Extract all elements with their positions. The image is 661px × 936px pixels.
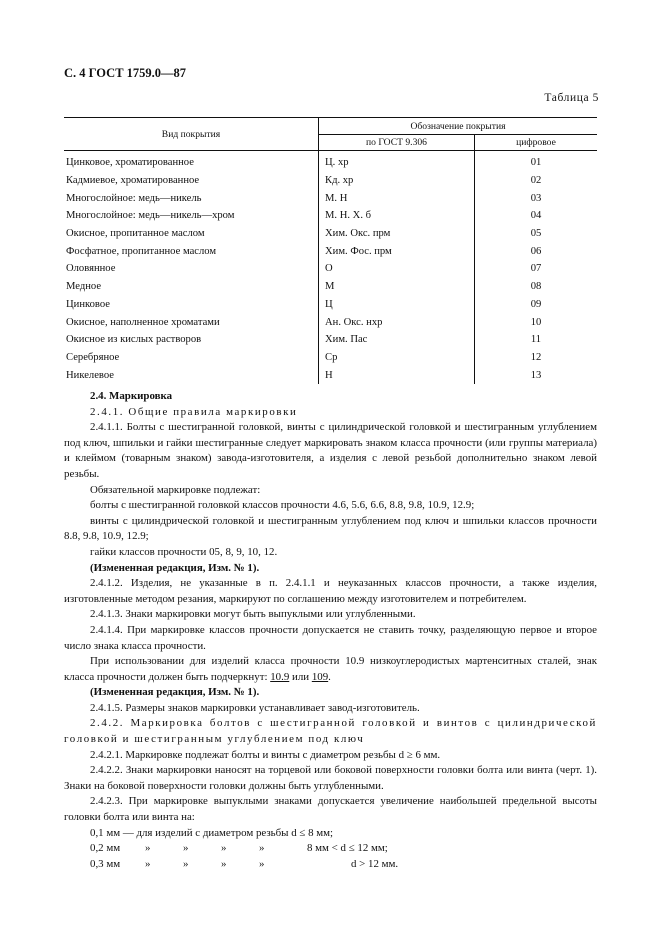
gost-designation: Кд. хр — [319, 172, 475, 190]
col-header-designation: Обозначение покрытия — [319, 118, 598, 135]
ditto-mark: » — [145, 857, 151, 870]
height-line-2-range: 8 мм < d ≤ 12 мм; — [307, 842, 388, 855]
gost-designation: Хим. Окс. прм — [319, 225, 475, 243]
digital-code: 08 — [530, 281, 542, 293]
table-body — [64, 151, 597, 384]
gost-designation: Хим. Пас — [319, 331, 475, 349]
coating-name: Фосфатное, пропитанное маслом — [64, 242, 319, 260]
paragraph-2-4-1-3: 2.4.1.3. Знаки маркировки могут быть выпуклыми или углубленными. — [90, 608, 416, 621]
gost-designation: Хим. Фос. прм — [319, 242, 475, 260]
coating-name: Кадмиевое, хроматированное — [64, 172, 319, 190]
gost-designation: Ц — [319, 296, 475, 314]
digital-code: 11 — [530, 334, 542, 346]
paragraph-2-4-2-1: 2.4.2.1. Маркировке подлежат болты и винты с диаметром резьбы d ≥ 6 мм. — [90, 748, 441, 761]
edit-note-2: (Измененная редакция, Изм. № 1). — [90, 686, 260, 699]
digital-code: 10 — [530, 316, 542, 328]
digital-code: 03 — [530, 192, 542, 204]
height-line-3 — [64, 857, 597, 873]
table-row — [64, 189, 597, 207]
col-header-gost: по ГОСТ 9.306 — [319, 135, 475, 151]
edit-note-1: (Измененная редакция, Изм. № 1). — [90, 561, 260, 574]
table-row — [64, 172, 597, 190]
paragraph-nuts: гайки классов прочности 05, 8, 9, 10, 12. — [90, 545, 278, 558]
paragraph-mandatory: Обязательной маркировке подлежат: — [90, 483, 261, 496]
paragraph-martensite — [64, 654, 597, 685]
gost-designation: Ср — [319, 349, 475, 367]
underlined-mark-2: 109 — [311, 670, 329, 683]
ditto-mark: » — [259, 842, 265, 855]
gost-designation: М. Н — [319, 189, 475, 207]
paragraph-2-4-1-2: 2.4.1.2. Изделия, не указанные в п. 2.4.1.1 и неуказанных классов прочности, а также изделия, изготовленные методом резания, маркируют по соглашению между изготовителем и потребителем. — [64, 577, 597, 605]
coating-name: Никелевое — [64, 366, 319, 384]
gost-designation: М — [319, 278, 475, 296]
ditto-mark: » — [221, 842, 227, 855]
height-line-3-value: 0,3 мм — [90, 857, 121, 870]
gost-designation: М. Н. Х. б — [319, 207, 475, 225]
height-line-3-range: d > 12 мм. — [351, 857, 399, 870]
paragraph-2-4-2-2: 2.4.2.2. Знаки маркировки наносят на торцевой или боковой поверхности головки болта или винта (черт. 1). Знаки на боковой поверхности головки должны быть углубленными. — [64, 764, 597, 792]
section-title-general-rules: 2.4.1. Общие правила маркировки — [90, 405, 298, 418]
gost-designation: Н — [319, 366, 475, 384]
coating-name: Серебряное — [64, 349, 319, 367]
table-row — [64, 366, 597, 384]
coating-name: Многослойное: медь—никель—хром — [64, 207, 319, 225]
paragraph-screws: винты с цилиндрической головкой и шестигранным углублением под ключ и шпильки классов прочности 8.8, 9.8, 10.9, 12.9; — [64, 514, 597, 543]
digital-code: 07 — [530, 263, 542, 275]
height-line-1: 0,1 мм — для изделий с диаметром резьбы d ≤ 8 мм; — [90, 826, 334, 839]
paragraph-2-4-1-1: 2.4.1.1. Болты с шестигранной головкой, винты с цилиндрической головкой и шестигранным углублением под ключ, шпильки и гайки шестигранные следует маркировать знаком класса прочности (или группы материала) и клеймом (товарным знаком) завода-изготовителя, а изделия с левой резьбой дополнительно знаком левой резьбы. — [64, 421, 597, 480]
table-row — [64, 151, 597, 172]
height-line-2-value: 0,2 мм — [90, 842, 121, 855]
ditto-mark: » — [183, 857, 189, 870]
digital-code: 04 — [530, 210, 542, 222]
table-row — [64, 225, 597, 243]
coating-name: Окисное из кислых растворов — [64, 331, 319, 349]
digital-code: 09 — [530, 298, 542, 310]
section-title-marking: 2.4. Маркировка — [90, 390, 173, 402]
digital-code: 01 — [530, 157, 542, 169]
table-caption: Таблица 5 — [544, 92, 599, 104]
table-row — [64, 349, 597, 367]
digital-code: 02 — [530, 175, 542, 187]
paragraph-2-4-2-3: 2.4.2.3. При маркировке выпуклыми знаками допускается увеличение наибольшей предельной высоты головки болта или винта на: — [64, 795, 597, 824]
digital-code: 05 — [530, 228, 542, 240]
or-word: или — [289, 670, 312, 683]
body-text — [64, 389, 597, 872]
coating-name: Многослойное: медь—никель — [64, 189, 319, 207]
martensite-text: При использовании для изделий класса прочности 10.9 низкоуглеродистых мартенситных сталей, знак класса прочности должен быть подчеркнут: — [64, 655, 597, 683]
height-line-2 — [64, 841, 597, 857]
col-header-digital: цифровое — [475, 135, 598, 151]
ditto-mark: » — [183, 842, 189, 855]
col-header-type: Вид покрытия — [64, 118, 319, 151]
table-row — [64, 313, 597, 331]
table-row — [64, 278, 597, 296]
underlined-mark-1: 10.9 — [270, 670, 290, 683]
table-row — [64, 207, 597, 225]
ditto-mark: » — [221, 857, 227, 870]
ditto-mark: » — [145, 842, 151, 855]
ditto-mark: » — [259, 857, 265, 870]
coatings-table — [64, 117, 597, 384]
table-row — [64, 296, 597, 314]
coating-name: Оловянное — [64, 260, 319, 278]
coating-name: Окисное, пропитанное маслом — [64, 225, 319, 243]
coating-name: Цинковое — [64, 296, 319, 314]
page-header: С. 4 ГОСТ 1759.0—87 — [64, 66, 187, 80]
gost-designation: Ц. хр — [319, 151, 475, 172]
digital-code: 12 — [530, 351, 542, 363]
paragraph-bolts: болты с шестигранной головкой классов прочности 4.6, 5.6, 6.6, 8.8, 9.8, 10.9, 12.9; — [90, 499, 475, 512]
table-row — [64, 260, 597, 278]
table-row — [64, 242, 597, 260]
paragraph-2-4-1-4: 2.4.1.4. При маркировке классов прочности допускается не ставить точку, разделяющую первое и второе число знака класса прочности. — [64, 623, 597, 652]
gost-designation: О — [319, 260, 475, 278]
digital-code: 13 — [530, 369, 542, 381]
digital-code: 06 — [530, 245, 542, 257]
section-title-bolts-screws: 2.4.2. Маркировка болтов с шестигранной головкой и винтов с цилиндрической головкой и шестигранным углублением под ключ — [64, 717, 597, 746]
table-row — [64, 331, 597, 349]
paragraph-2-4-1-5: 2.4.1.5. Размеры знаков маркировки устанавливает завод-изготовитель. — [90, 701, 420, 714]
coating-name: Медное — [64, 278, 319, 296]
coating-name: Цинковое, хроматированное — [64, 151, 319, 172]
period: . — [328, 670, 331, 683]
coating-name: Окисное, наполненное хроматами — [64, 313, 319, 331]
gost-designation: Ан. Окс. нхр — [319, 313, 475, 331]
